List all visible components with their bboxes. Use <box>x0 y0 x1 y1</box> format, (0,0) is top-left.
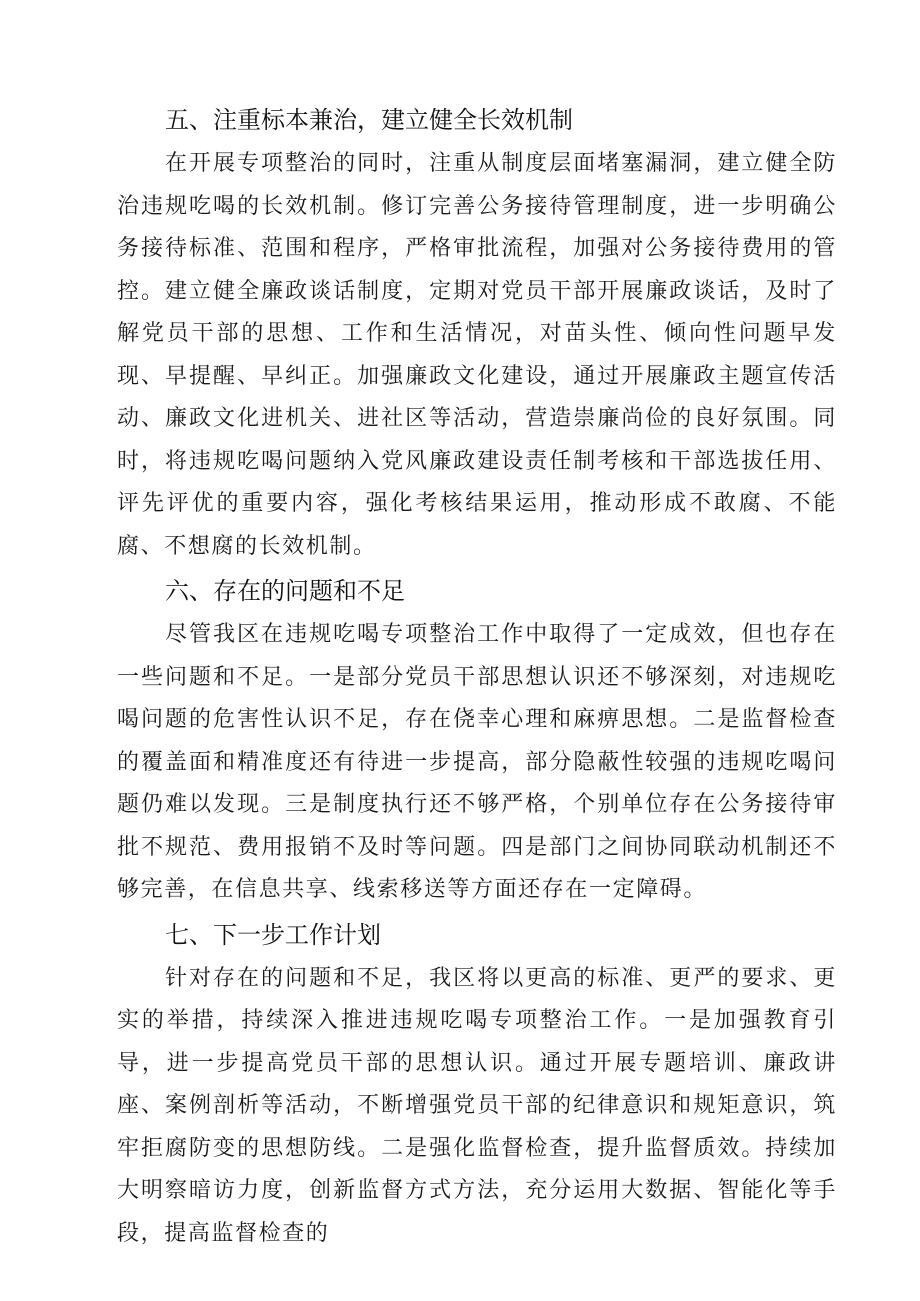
document-body <box>117 100 837 1258</box>
section-heading-7: 七、下一步工作计划 <box>165 920 381 949</box>
section-paragraph-7: 针对存在的问题和不足，我区将以更高的标准、更严的要求、更实的举措，持续深入推进违规吃喝专项整治工作。一是加强教育引导，进一步提高党员干部的思想认识。通过开展专题培训、廉政讲座、案例剖析等活动，不断增强党员干部的纪律意识和规矩意识，筑牢拒腐防变的思想防线。二是强化监督检查，提升监督质效。持续加大明察暗访力度，创新监督方式方法，充分运用大数据、智能化等手段，提高监督检查的 <box>117 965 837 1246</box>
section-paragraph-5: 在开展专项整治的同时，注重从制度层面堵塞漏洞，建立健全防治违规吃喝的长效机制。修订完善公务接待管理制度，进一步明确公务接待标准、范围和程序，严格审批流程，加强对公务接待费用的管控。建立健全廉政谈话制度，定期对党员干部开展廉政谈话，及时了解党员干部的思想、工作和生活情况，对苗头性、倾向性问题早发现、早提醒、早纠正。加强廉政文化建设，通过开展廉政主题宣传活动、廉政文化进机关、进社区等活动，营造崇廉尚俭的良好氛围。同时，将违规吃喝问题纳入党风廉政建设责任制考核和干部选拔任用、评先评优的重要内容，强化考核结果运用，推动形成不敢腐、不能腐、不想腐的长效机制。 <box>117 151 837 559</box>
section-heading-6: 六、存在的问题和不足 <box>165 577 405 605</box>
section-paragraph-6: 尽管我区在违规吃喝专项整治工作中取得了一定成效，但也存在一些问题和不足。一是部分党员干部思想认识还不够深刻，对违规吃喝问题的危害性认识不足，存在侥幸心理和麻痹思想。二是监督检查的覆盖面和精准度还有待进一步提高，部分隐蔽性较强的违规吃喝问题仍难以发现。三是制度执行还不够严格，个别单位存在公务接待审批不规范、费用报销不及时等问题。四是部门之间协同联动机制还不够完善，在信息共享、线索移送等方面还存在一定障碍。 <box>117 622 837 902</box>
section-heading-5: 五、注重标本兼治，建立健全长效机制 <box>165 106 573 134</box>
